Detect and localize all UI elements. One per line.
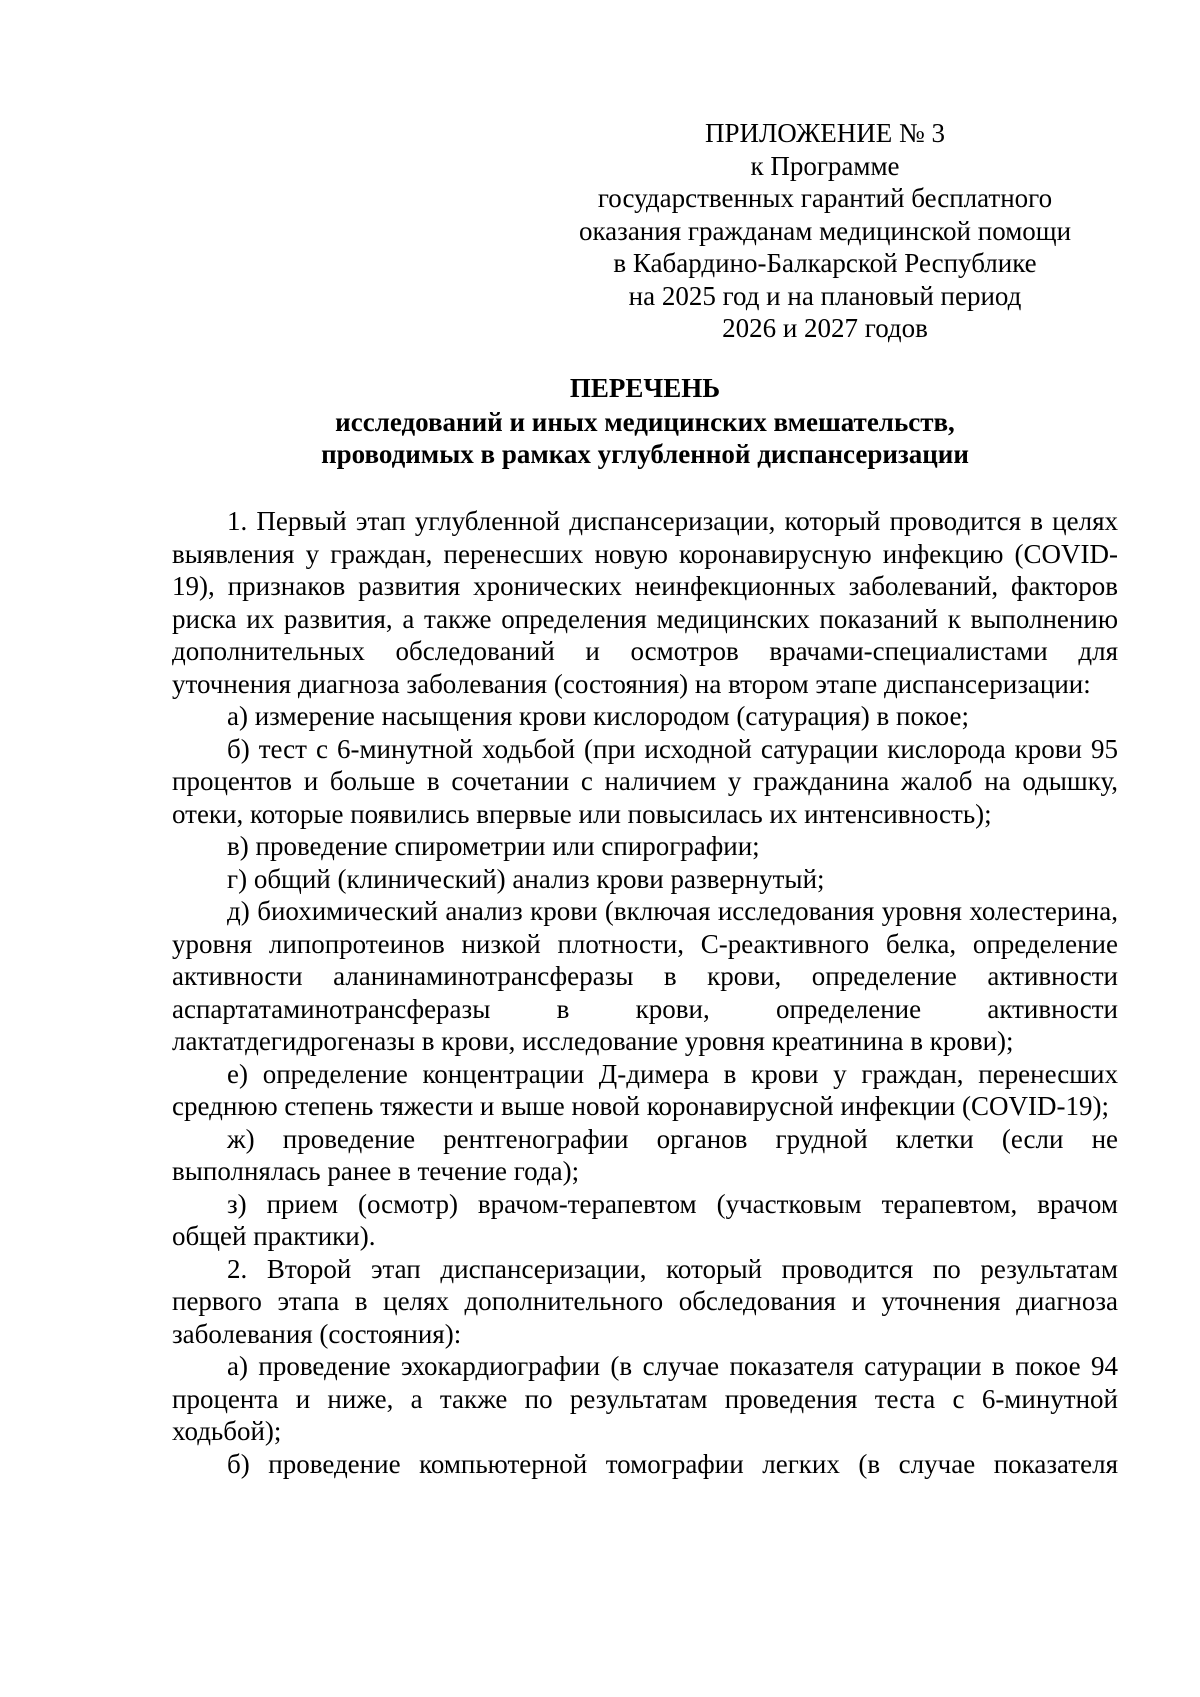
list-item: д) биохимический анализ крови (включая исследования уровня холестерина, уровня липопротеинов низкой плотности, С-реактивного белка, определение активности аланинаминотрансферазы в крови, определение активности аспартатаминотрансферазы в крови, определение активности лактатдегидрогеназы в крови, исследование уровня креатинина в крови);	[172, 896, 1118, 1056]
list-item: в) проведение спирометрии или спирографии;	[227, 831, 760, 861]
document-subtitle: исследований и иных медицинских вмешательств,	[335, 407, 955, 437]
list-item: з) прием (осмотр) врачом-терапевтом (участковым терапевтом, врачом общей практики).	[172, 1188, 1118, 1251]
appendix-number: ПРИЛОЖЕНИЕ № 3	[704, 118, 946, 148]
appendix-header	[560, 117, 1090, 345]
appendix-line: к Программе	[750, 150, 900, 181]
list-item: а) измерение насыщения крови кислородом (сатурация) в покое;	[227, 701, 969, 731]
appendix-line: государственных гарантий бесплатного	[597, 183, 1053, 213]
document-subtitle: проводимых в рамках углубленной диспансеризации	[321, 439, 969, 469]
appendix-line: в Кабардино-Балкарской Республике	[613, 248, 1037, 278]
document-title: ПЕРЕЧЕНЬ	[569, 373, 721, 403]
list-item: ж) проведение рентгенографии органов грудной клетки (если не выполнялась ранее в течение года);	[172, 1123, 1118, 1186]
paragraph: 1. Первый этап углубленной диспансеризации, который проводится в целях выявления у граждан, перенесших новую коронавирусную инфекцию (COVID-19), признаков развития хронических неинфекционных заболеваний, факторов риска их развития, а также определения медицинских показаний к выполнению дополнительных обследований и осмотров врачами-специалистами для уточнения диагноза заболевания (состояния) на втором этапе диспансеризации:	[172, 506, 1118, 699]
list-item: б) тест с 6-минутной ходьбой (при исходной сатурации кислорода крови 95 процентов и больше в сочетании с наличием у гражданина жалоб на одышку, отеки, которые появились впервые или повысилась их интенсивность);	[172, 733, 1118, 829]
appendix-line: на 2025 год и на плановый период	[628, 280, 1022, 311]
paragraph: 2. Второй этап диспансеризации, который проводится по результатам первого этапа в целях дополнительного обследования и уточнения диагноза заболевания (состояния):	[172, 1253, 1118, 1349]
list-item: а) проведение эхокардиографии (в случае показателя сатурации в покое 94 процента и ниже, а также по результатам проведения теста с 6-минутной ходьбой);	[172, 1351, 1118, 1446]
appendix-line: 2026 и 2027 годов	[722, 313, 928, 343]
list-item: г) общий (клинический) анализ крови развернутый;	[227, 863, 825, 894]
appendix-line: оказания гражданам медицинской помощи	[578, 215, 1072, 246]
document-title-block	[170, 372, 1120, 470]
document-body	[172, 505, 1118, 1480]
list-item: е) определение концентрации Д-димера в крови у граждан, перенесших среднюю степень тяжести и выше новой коронавирусной инфекции (COVID-19);	[172, 1058, 1118, 1121]
list-item: б) проведение компьютерной томографии легких (в случае показателя	[227, 1448, 1118, 1479]
